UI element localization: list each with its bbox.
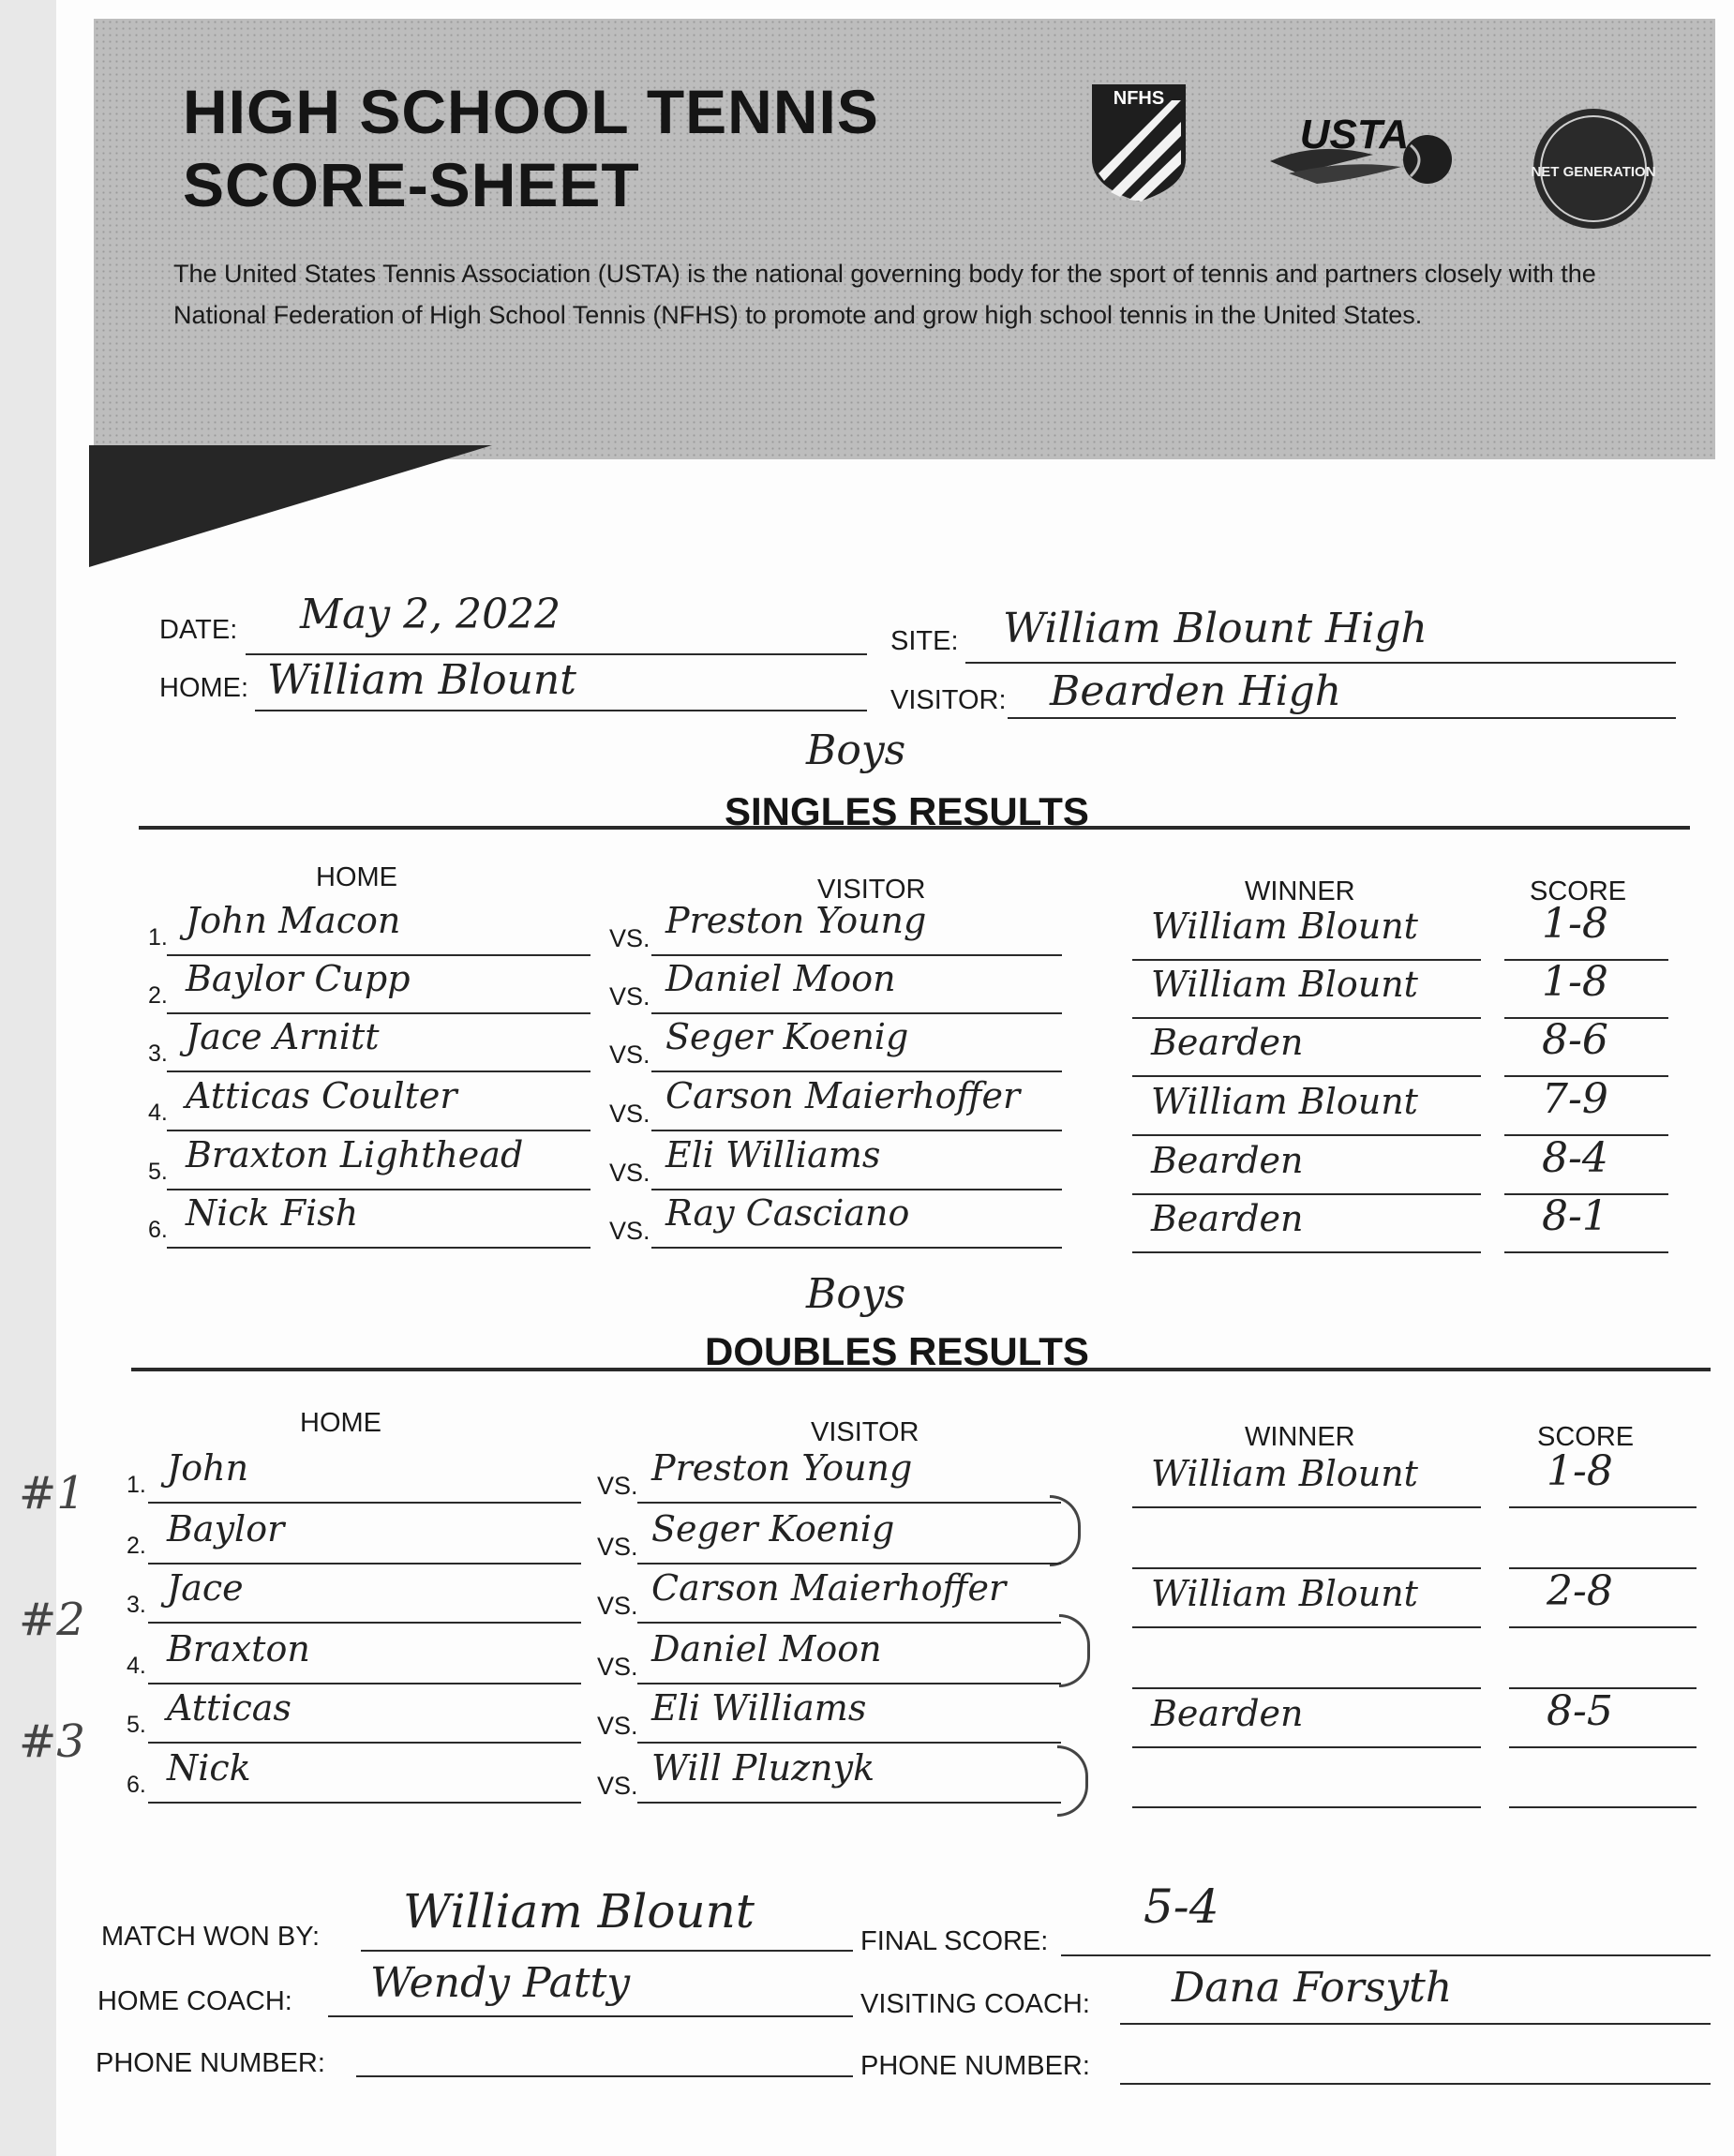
doubles-row-number: 3.: [127, 1592, 146, 1618]
doubles-score-line: [1509, 1506, 1697, 1508]
singles-winner-header: WINNER: [1245, 876, 1355, 906]
singles-visitor-line: [651, 1071, 1062, 1072]
singles-winner-line: [1132, 1134, 1481, 1136]
visitor-label: VISITOR:: [890, 685, 1007, 715]
singles-visitor-line: [651, 954, 1062, 956]
home-field[interactable]: William Blount: [267, 656, 576, 704]
doubles-visitor-line: [637, 1683, 1061, 1684]
visiting-coach-field[interactable]: Dana Forsyth: [1172, 1964, 1453, 2012]
doubles-home-line: [148, 1802, 581, 1804]
singles-home-header: HOME: [316, 862, 397, 892]
doubles-home-player[interactable]: John: [167, 1447, 249, 1489]
singles-home-line: [167, 1130, 590, 1131]
doubles-visitor-line: [637, 1742, 1061, 1744]
doubles-winner-line: [1132, 1746, 1481, 1748]
singles-winner[interactable]: Bearden: [1151, 1140, 1304, 1181]
singles-visitor-player[interactable]: Seger Koenig: [665, 1016, 909, 1057]
site-field[interactable]: William Blount High: [1003, 605, 1428, 652]
doubles-winner-line: [1132, 1806, 1481, 1808]
singles-visitor-line: [651, 1130, 1062, 1131]
singles-row-number: 5.: [148, 1159, 168, 1185]
singles-visitor-line: [651, 1247, 1062, 1249]
doubles-winner[interactable]: William Blount: [1151, 1573, 1418, 1614]
doubles-winner-line: [1132, 1567, 1481, 1569]
doubles-row-number: 1.: [127, 1472, 146, 1498]
singles-score[interactable]: 1-8: [1542, 900, 1608, 948]
doubles-winner[interactable]: William Blount: [1151, 1453, 1418, 1494]
header-wedge: [89, 445, 492, 567]
sheet-title: [183, 75, 879, 221]
singles-winner[interactable]: Bearden: [1151, 1198, 1304, 1239]
doubles-home-line: [148, 1563, 581, 1565]
final-score-line: [1061, 1954, 1711, 1956]
date-label: DATE:: [159, 615, 238, 645]
doubles-visitor-line: [637, 1802, 1061, 1804]
singles-winner-line: [1132, 959, 1481, 961]
singles-vs-label: VS.: [609, 982, 650, 1011]
singles-row-number: 4.: [148, 1100, 168, 1126]
doubles-vs-label: VS.: [597, 1533, 638, 1561]
nfhs-logo-text: NFHS: [1113, 88, 1165, 109]
doubles-score-line: [1509, 1626, 1697, 1628]
home-line: [255, 710, 867, 711]
singles-winner-line: [1132, 1193, 1481, 1195]
doubles-visitor-player[interactable]: Daniel Moon: [651, 1628, 882, 1669]
singles-row-number: 2.: [148, 982, 168, 1009]
doubles-home-line: [148, 1683, 581, 1684]
singles-winner-line: [1132, 1251, 1481, 1253]
doubles-home-line: [148, 1502, 581, 1504]
singles-rule: [139, 826, 1690, 830]
doubles-vs-label: VS.: [597, 1712, 638, 1740]
usta-logo-text: USTA: [1299, 112, 1410, 157]
doubles-visitor-line: [637, 1563, 1061, 1565]
singles-home-player[interactable]: Baylor Cupp: [186, 958, 411, 999]
singles-score[interactable]: 8-1: [1542, 1192, 1608, 1240]
singles-winner[interactable]: William Blount: [1151, 964, 1418, 1005]
singles-home-player[interactable]: John Macon: [186, 900, 401, 941]
singles-home-line: [167, 1247, 590, 1249]
title-line-1: HIGH SCHOOL TENNIS: [183, 77, 879, 146]
singles-visitor-line: [651, 1012, 1062, 1014]
singles-visitor-player[interactable]: Eli Williams: [665, 1134, 881, 1175]
doubles-row-number: 6.: [127, 1772, 146, 1798]
doubles-visitor-player[interactable]: Eli Williams: [651, 1687, 867, 1729]
site-label: SITE:: [890, 626, 959, 656]
match-won-by-field[interactable]: William Blount: [403, 1884, 755, 1939]
net-generation-logo-text: NET GENERATION: [1531, 164, 1656, 180]
doubles-home-player[interactable]: Baylor: [167, 1508, 285, 1550]
singles-vs-label: VS.: [609, 1100, 650, 1128]
singles-winner-line: [1132, 1075, 1481, 1077]
doubles-score-header: SCORE: [1537, 1422, 1635, 1452]
doubles-visitor-header: VISITOR: [811, 1417, 919, 1447]
doubles-visitor-line: [637, 1502, 1061, 1504]
doubles-row-number: 2.: [127, 1533, 146, 1559]
title-line-2: SCORE-SHEET: [183, 150, 640, 219]
singles-score-line: [1504, 1251, 1668, 1253]
doubles-score[interactable]: 1-8: [1547, 1447, 1613, 1495]
singles-home-line: [167, 954, 590, 956]
visiting-coach-line: [1120, 2023, 1711, 2025]
doubles-vs-label: VS.: [597, 1472, 638, 1500]
singles-score[interactable]: 8-4: [1542, 1134, 1608, 1182]
nfhs-logo: [1087, 80, 1190, 206]
date-field[interactable]: May 2, 2022: [300, 591, 561, 638]
visiting-coach-label: VISITING COACH:: [860, 1989, 1090, 2019]
singles-visitor-header: VISITOR: [817, 875, 926, 905]
singles-row-number: 6.: [148, 1217, 168, 1243]
doubles-vs-label: VS.: [597, 1653, 638, 1681]
doubles-vs-label: VS.: [597, 1772, 638, 1800]
singles-visitor-player[interactable]: Ray Casciano: [665, 1192, 910, 1234]
visiting-phone-line: [1120, 2083, 1711, 2085]
doubles-annotation: Boys: [806, 1270, 906, 1318]
doubles-visitor-player[interactable]: Seger Koenig: [651, 1508, 895, 1550]
net-generation-logo: [1528, 103, 1659, 234]
doubles-score[interactable]: 8-5: [1547, 1687, 1613, 1735]
doubles-home-header: HOME: [300, 1408, 381, 1438]
pair-mark-1: #1: [19, 1467, 85, 1520]
singles-vs-label: VS.: [609, 1159, 650, 1187]
site-line: [965, 662, 1676, 664]
singles-home-line: [167, 1189, 590, 1190]
singles-visitor-line: [651, 1189, 1062, 1190]
doubles-row-number: 5.: [127, 1712, 146, 1738]
singles-visitor-player[interactable]: Carson Maierhoffer: [665, 1075, 1021, 1116]
singles-home-player[interactable]: Braxton Lighthead: [186, 1134, 524, 1175]
doubles-score-line: [1509, 1806, 1697, 1808]
singles-vs-label: VS.: [609, 924, 650, 952]
doubles-winner-line: [1132, 1626, 1481, 1628]
date-line: [246, 653, 867, 655]
page-edge: [0, 0, 56, 2156]
final-score-label: FINAL SCORE:: [860, 1926, 1049, 1956]
singles-score[interactable]: 7-9: [1542, 1075, 1608, 1123]
visitor-field[interactable]: Bearden High: [1050, 667, 1342, 715]
doubles-visitor-player[interactable]: Will Pluznyk: [651, 1747, 875, 1789]
final-score-field[interactable]: 5-4: [1144, 1879, 1219, 1934]
doubles-score[interactable]: 2-8: [1547, 1567, 1613, 1615]
pair-mark-3: #3: [19, 1715, 85, 1768]
singles-home-line: [167, 1071, 590, 1072]
doubles-row-number: 4.: [127, 1653, 146, 1679]
pair-mark-2: #2: [19, 1594, 85, 1646]
home-coach-label: HOME COACH:: [97, 1986, 292, 2016]
singles-winner[interactable]: William Blount: [1151, 1081, 1418, 1122]
singles-score[interactable]: 1-8: [1542, 958, 1608, 1006]
doubles-rule: [131, 1368, 1711, 1371]
doubles-visitor-player[interactable]: Carson Maierhoffer: [651, 1567, 1007, 1609]
singles-winner[interactable]: Bearden: [1151, 1022, 1304, 1063]
doubles-winner-line: [1132, 1687, 1481, 1689]
doubles-home-player[interactable]: Jace: [167, 1567, 244, 1609]
doubles-visitor-line: [637, 1622, 1061, 1624]
singles-row-number: 1.: [148, 924, 168, 951]
home-coach-line: [328, 2015, 853, 2017]
singles-title: SINGLES RESULTS: [725, 789, 1089, 833]
home-phone-line: [356, 2075, 853, 2077]
home-coach-field[interactable]: Wendy Patty: [370, 1959, 631, 2007]
home-phone-label: PHONE NUMBER:: [96, 2048, 325, 2078]
doubles-home-line: [148, 1622, 581, 1624]
singles-winner[interactable]: William Blount: [1151, 906, 1418, 947]
doubles-home-player[interactable]: Nick: [167, 1747, 251, 1789]
doubles-winner-header: WINNER: [1245, 1422, 1355, 1452]
doubles-score-line: [1509, 1746, 1697, 1748]
match-won-by-line: [361, 1950, 853, 1952]
visiting-phone-label: PHONE NUMBER:: [860, 2051, 1090, 2081]
singles-home-player[interactable]: Nick Fish: [186, 1192, 359, 1234]
singles-visitor-player[interactable]: Daniel Moon: [665, 958, 896, 999]
doubles-home-player[interactable]: Atticas: [167, 1687, 291, 1729]
match-won-by-label: MATCH WON BY:: [101, 1922, 321, 1952]
doubles-vs-label: VS.: [597, 1592, 638, 1620]
singles-score-header: SCORE: [1530, 876, 1627, 906]
intro-paragraph: The United States Tennis Association (USTA) is the national governing body for the sport of tennis and partners closely with the National Federation of High School Tennis (NFHS) to promote and grow high school tennis in the United States.: [173, 260, 1596, 329]
singles-annotation: Boys: [806, 726, 906, 774]
visitor-line: [1008, 717, 1676, 719]
singles-vs-label: VS.: [609, 1041, 650, 1069]
singles-vs-label: VS.: [609, 1217, 650, 1245]
home-label: HOME:: [159, 673, 249, 703]
doubles-home-line: [148, 1742, 581, 1744]
singles-row-number: 3.: [148, 1041, 168, 1067]
doubles-visitor-player[interactable]: Preston Young: [651, 1447, 913, 1489]
singles-visitor-player[interactable]: Preston Young: [665, 900, 927, 941]
doubles-title: DOUBLES RESULTS: [705, 1329, 1089, 1373]
singles-score[interactable]: 8-6: [1542, 1016, 1608, 1064]
doubles-winner[interactable]: Bearden: [1151, 1693, 1304, 1734]
singles-home-player[interactable]: Jace Arnitt: [186, 1016, 380, 1057]
doubles-winner-line: [1132, 1506, 1481, 1508]
singles-home-player[interactable]: Atticas Coulter: [186, 1075, 457, 1116]
singles-winner-line: [1132, 1017, 1481, 1019]
usta-logo: [1261, 103, 1467, 187]
singles-home-line: [167, 1012, 590, 1014]
doubles-home-player[interactable]: Braxton: [167, 1628, 310, 1669]
